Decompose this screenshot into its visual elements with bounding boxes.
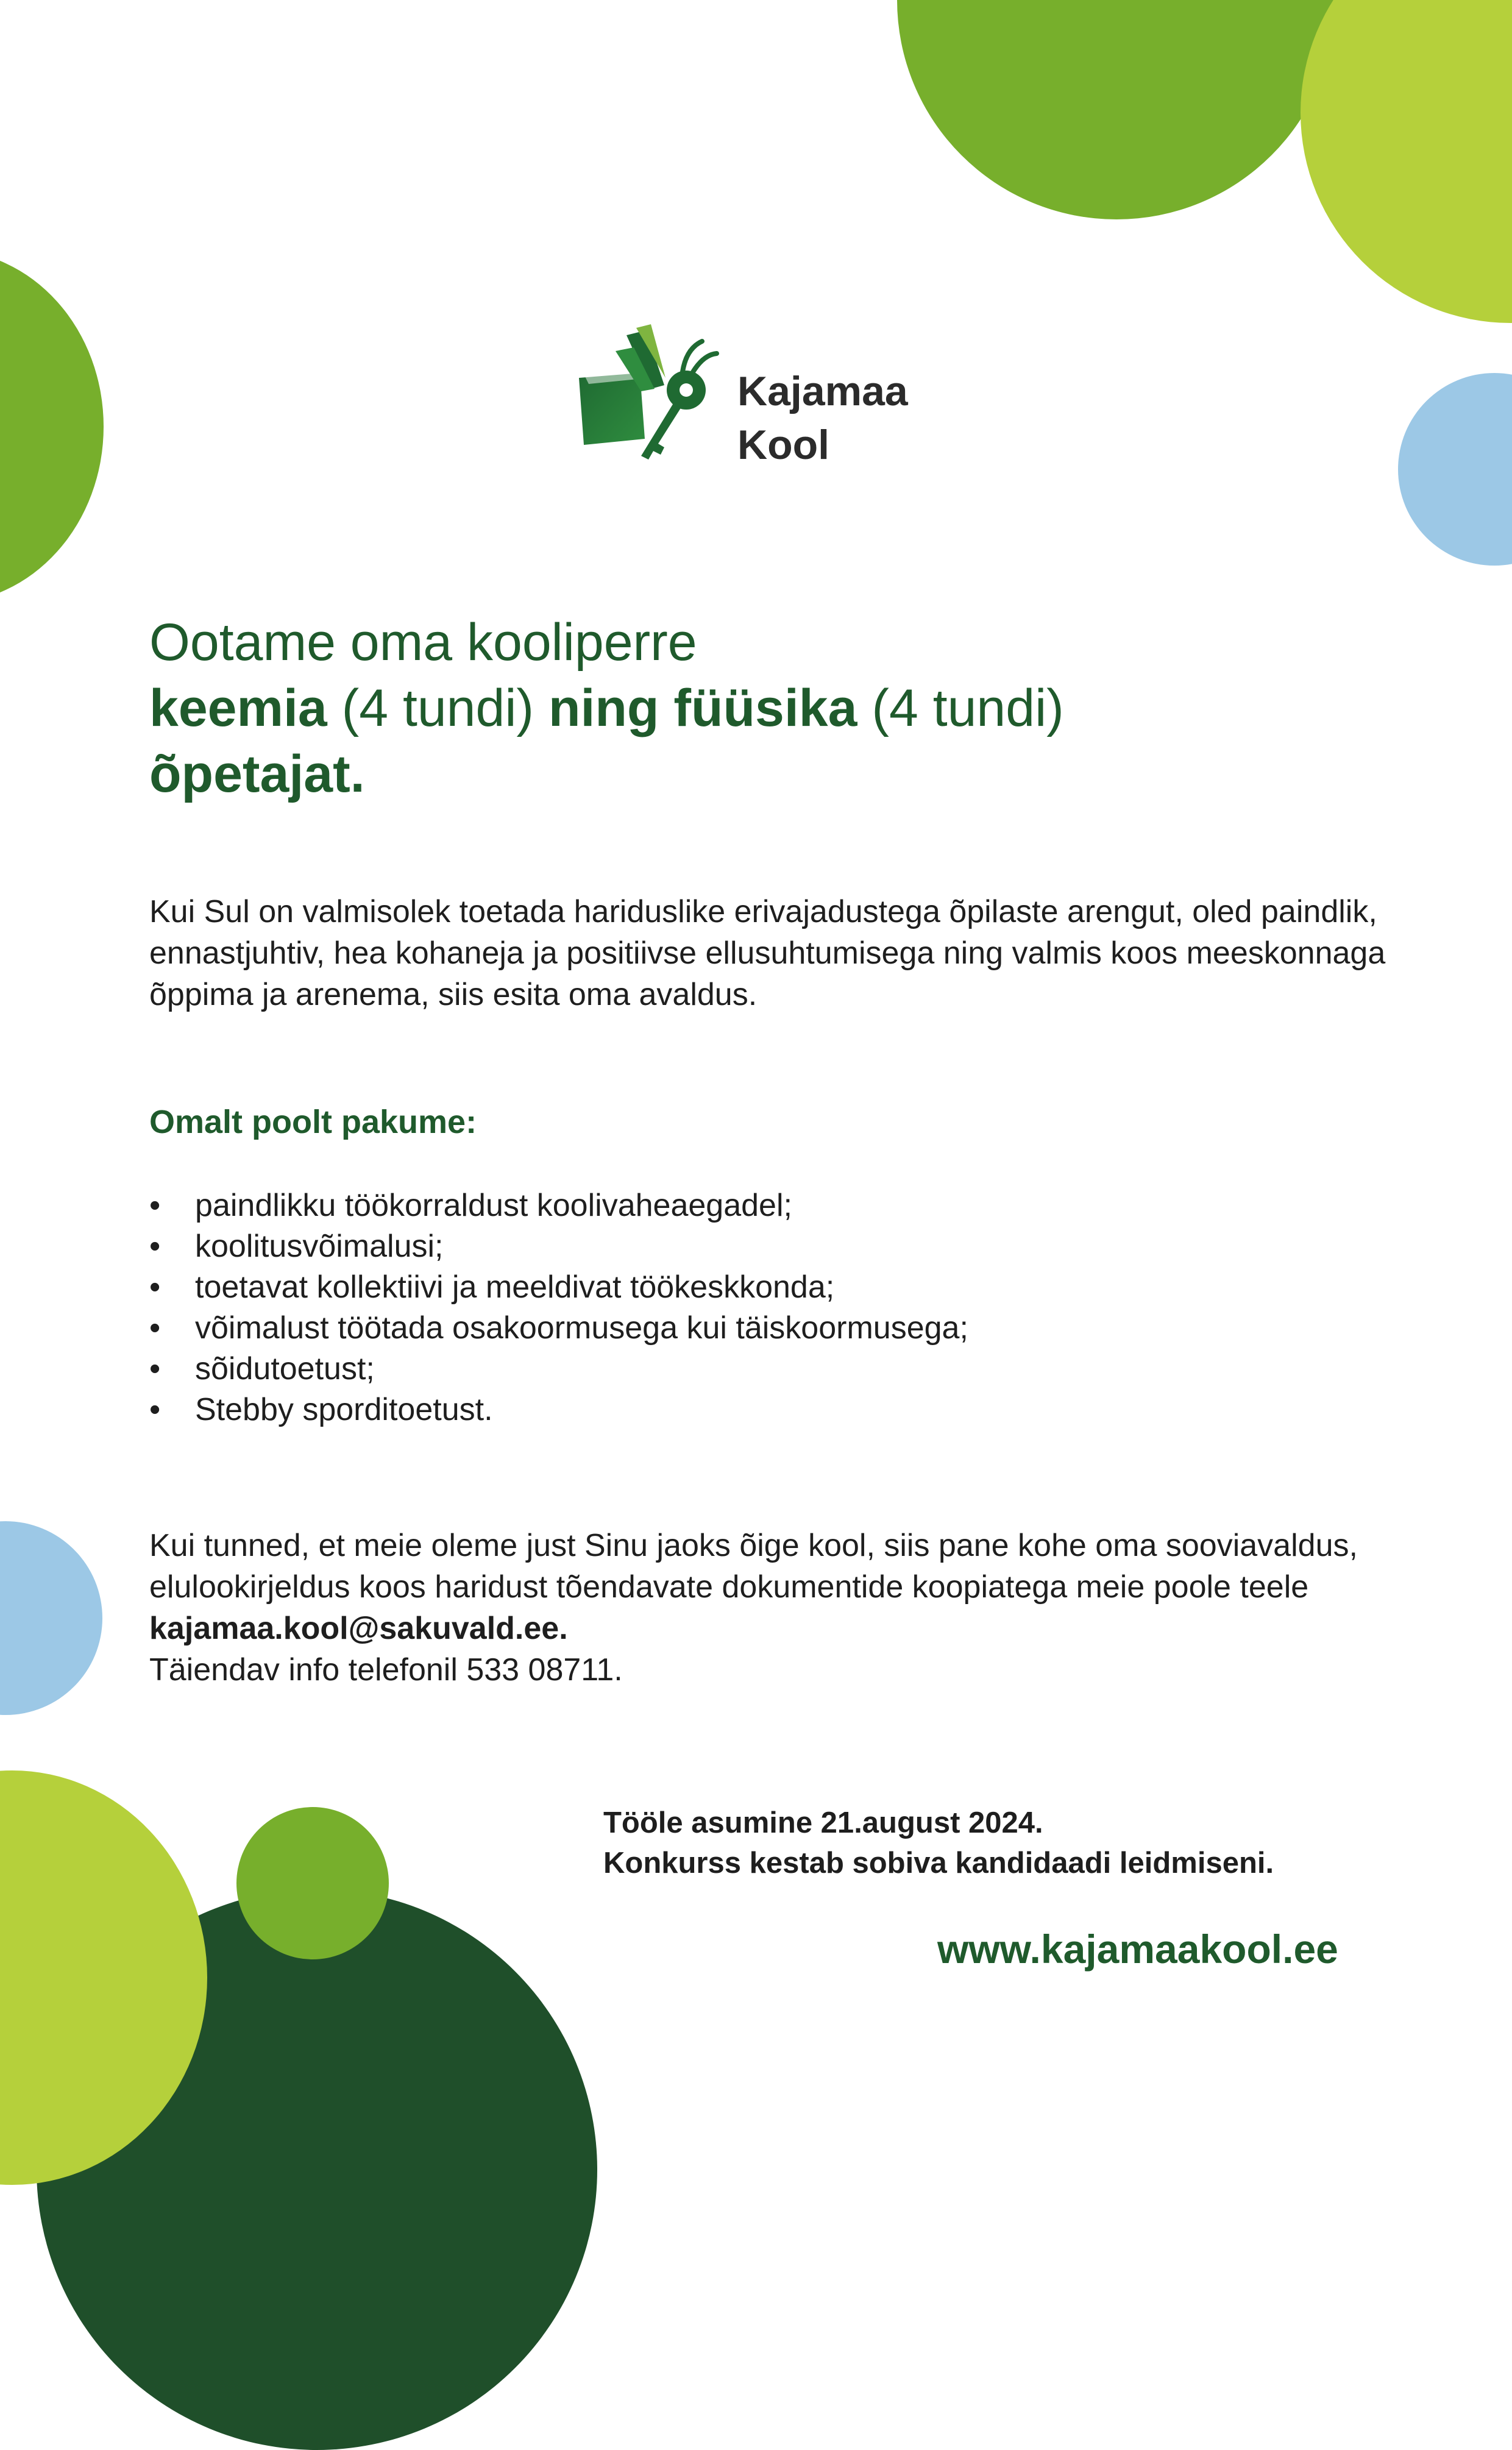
list-item: • Stebby sporditoetust. <box>149 1390 968 1430</box>
list-item: • sõidutoetust; <box>149 1349 968 1390</box>
intro-paragraph: Kui Sul on valmisolek toetada hariduslike erivajadustega õpilaste arengut, oled paindlik, ennastjuhtiv, hea kohaneja ja positiivse ellusuhtumisega ning valmis koos meeskonnaga õppima ja arenema, siis esita oma avaldus. <box>149 894 1386 1012</box>
list-item: • koolitusvõimalusi; <box>149 1226 968 1267</box>
decor-circle-left-blue <box>0 1521 102 1715</box>
headline-line3 <box>149 741 1368 807</box>
apply-text: Kui tunned, et meie oleme just Sinu jaoks õige kool, siis pane kohe oma sooviavaldus, elulookirjeldus koos haridust tõendavate dokumentide koopiatega meie poole teele <box>149 1528 1358 1605</box>
decor-circle-left-green <box>0 250 104 603</box>
website-link[interactable]: www.kajamaakool.ee <box>937 1926 1338 1972</box>
headline-subject1: keemia <box>149 679 327 737</box>
headline-hours1: (4 tundi) <box>327 679 548 737</box>
competition-duration: Konkurss kestab sobiva kandidaadi leidmiseni. <box>603 1847 1274 1880</box>
decor-circle-right-blue <box>1398 373 1512 566</box>
decor-circle-top-right-lime <box>1301 0 1512 323</box>
page-title <box>149 609 1368 807</box>
apply-paragraph <box>149 1525 1399 1691</box>
headline-hours2: (4 tundi) <box>857 679 1064 737</box>
book-key-icon <box>573 317 719 469</box>
offer-heading: Omalt poolt pakume: <box>149 1104 477 1140</box>
offer-list <box>149 1185 968 1430</box>
email-link[interactable]: kajamaa.kool@sakuvald.ee. <box>149 1611 568 1646</box>
headline-line1: Ootame oma kooliperre <box>149 613 697 672</box>
list-item: • võimalust töötada osakoormusega kui täiskoormusega; <box>149 1308 968 1349</box>
headline-subject2: ning füüsika <box>548 679 857 737</box>
decor-circle-top-right-green <box>897 0 1336 219</box>
headline-role: õpetajat. <box>149 745 365 803</box>
decor-circle-bottom-green <box>236 1807 389 1959</box>
logo-wordmark <box>737 364 908 472</box>
school-logo <box>573 317 963 475</box>
start-info <box>603 1803 1274 1883</box>
phone-info: Täiendav info telefonil 533 08711. <box>149 1652 623 1688</box>
list-item: • paindlikku töökorraldust koolivaheaegadel; <box>149 1185 968 1226</box>
list-item: • toetavat kollektiivi ja meeldivat töökeskkonda; <box>149 1267 968 1308</box>
start-date: Tööle asumine 21.august 2024. <box>603 1806 1043 1839</box>
headline-line2 <box>149 675 1368 741</box>
logo-name-line1: Kajamaa <box>737 368 908 414</box>
logo-name-line2: Kool <box>737 422 830 468</box>
